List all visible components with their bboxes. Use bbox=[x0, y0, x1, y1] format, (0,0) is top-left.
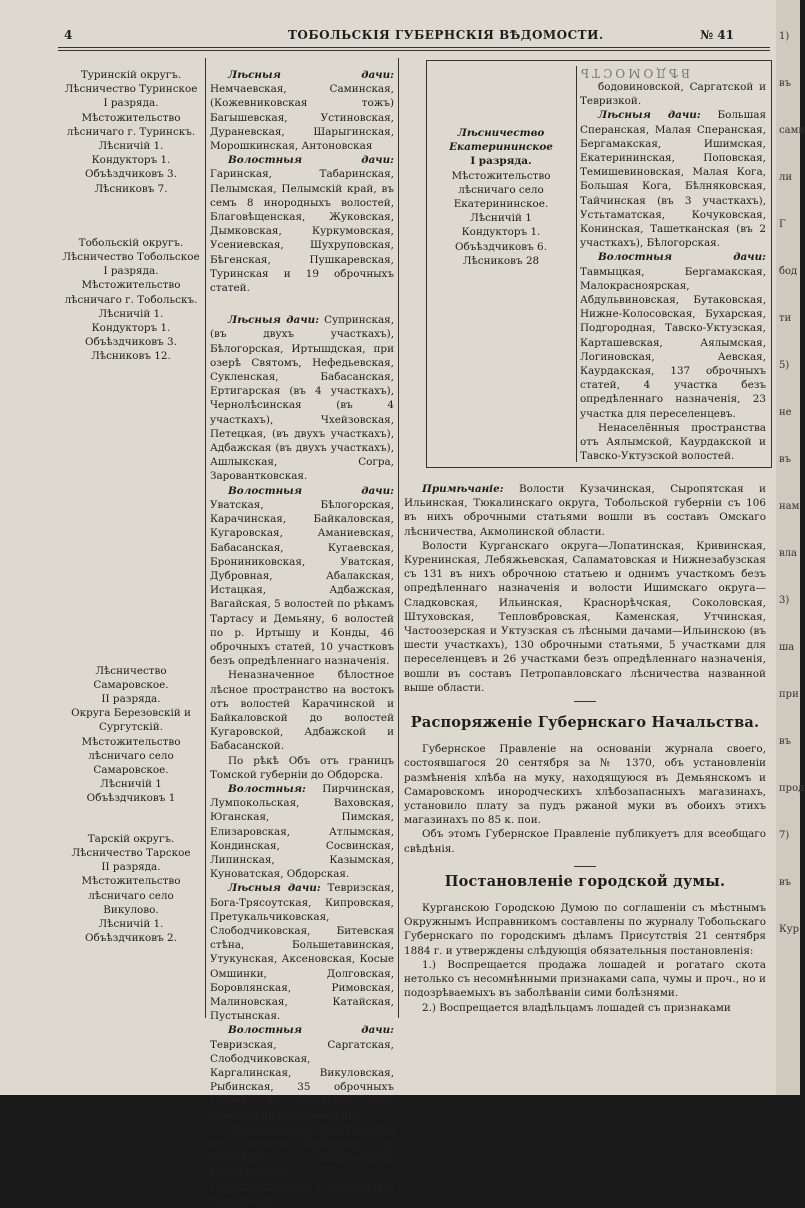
dacha-text: Тевризская, Саргатская, Слободчиковская, Каргалинская, Викуловская, Рыбинская, 35 оброчныхъ статей, 11 участковъ безъ опредѣленнаго назначенія. bbox=[210, 1038, 394, 1122]
ekaterininsk-dachas bbox=[580, 80, 766, 463]
governor-paragraph-2: Объ этомъ Губернское Правленіе публикуетъ для всеобщаго свѣдѣнія. bbox=[404, 828, 766, 855]
page-header bbox=[58, 28, 738, 46]
edge-fragment: не bbox=[779, 407, 792, 418]
section-divider bbox=[574, 701, 596, 702]
forestry-line: Объѣздчиковъ 3. bbox=[85, 336, 177, 349]
box-line: Мѣстожительство лѣсничаго село Екатерининское. bbox=[451, 169, 551, 211]
column-divider-1 bbox=[205, 58, 206, 1018]
box-paragraph bbox=[580, 421, 766, 464]
box-text: Ненаселённыя пространства отъ Аялымской, Каурдакской и Тавско-Уктузской волостей. bbox=[580, 421, 766, 463]
forestry-line: Мѣстожительство лѣсничаго г. Туринскъ. bbox=[66, 111, 196, 138]
dacha-lead: Лѣсныя дачи: bbox=[228, 882, 321, 895]
box-line: Лѣсниковъ 28 bbox=[462, 254, 540, 267]
edge-fragment: ша bbox=[779, 642, 795, 653]
header-rule bbox=[58, 47, 770, 48]
duma-paragraph-1: Курганскою Городскою Думою по соглашеніи съ мѣстнымъ Окружнымъ Исправникомъ составлены по журналу Тобольскаго Губернскаго по городскимъ дѣламъ Присутствія 21 сентября 1884 г. и утверждены слѣдующія обязательныя постановленія: bbox=[404, 902, 766, 957]
box-line: Лѣсничество Екатерининское bbox=[449, 127, 553, 154]
dacha-paragraph bbox=[210, 1123, 394, 1208]
box-line: Кондукторъ 1. bbox=[461, 226, 541, 239]
forestry-line: II разряда. bbox=[101, 861, 161, 874]
edge-fragment: ли bbox=[779, 172, 793, 183]
forestry-line: Объѣздчиковъ 1 bbox=[86, 792, 176, 805]
box-line: Объѣздчиковъ 6. bbox=[455, 240, 547, 253]
dacha-paragraph bbox=[210, 484, 394, 669]
edge-fragment: прод bbox=[779, 783, 805, 794]
box-text: бодовиновской, Саргатской и Тевризкой. bbox=[580, 81, 766, 108]
box-lead: Волостныя дачи: bbox=[598, 251, 766, 264]
issue-number: № 41 bbox=[700, 28, 734, 42]
edge-fragment: Кур bbox=[779, 924, 800, 935]
box-paragraph bbox=[580, 250, 766, 420]
dacha-lead: Волостныя дачи: bbox=[228, 1024, 394, 1037]
note-paragraph-1: Примѣчаніе: Волости Кузачинская, Сыропятская и Ильинская, Тюкалинскаго округа, Тобольской губерніи съ 106 въ нихъ оброчными статьями вошли въ составъ Омскаго лѣсничества, Акмолинской области. bbox=[404, 483, 766, 538]
forestry-block bbox=[62, 832, 200, 946]
forestry-line: Объѣздчиковъ 2. bbox=[85, 932, 177, 945]
next-page-edge bbox=[776, 0, 805, 1095]
dacha-paragraph bbox=[210, 68, 394, 153]
section-divider-2 bbox=[574, 866, 596, 867]
edge-fragment: въ bbox=[779, 877, 791, 888]
dacha-text: Супринская, (въ двухъ участкахъ), Бѣлогорская, Иртышдская, при озерѣ Святомъ, Нефедьевская, Сукленская, Бабасанская, Ертигарская (въ 4 участкахъ), Чернолѣсинская (въ 4 участкахъ), Чхейзовская, Петецкая, (въ двухъ участкахъ), Адбажская (въ двухъ участкахъ), Ашлыкская, Согра, Заровантковская. bbox=[210, 314, 394, 483]
edge-fragment: нам bbox=[779, 501, 800, 512]
dacha-paragraph bbox=[210, 313, 394, 483]
forestry-block bbox=[62, 236, 200, 364]
dacha-text: По рѣкѣ Объ отъ границъ Томской губерніи до Обдорска. bbox=[210, 754, 394, 781]
forestry-line: Лѣсничество Туринское bbox=[64, 83, 198, 96]
bleed-through-stamp: ВѢДОМОСТЬ bbox=[578, 66, 690, 81]
note-section bbox=[404, 482, 766, 695]
forestry-district-column bbox=[62, 68, 200, 971]
forestry-line: Лѣсничество Тарское bbox=[71, 846, 191, 859]
forestry-line: Лѣсничій 1. bbox=[98, 307, 164, 320]
dacha-text: Неназначенное пространство отъ волости Рыбинской къ волостямъ Викуловской, Каргалинской, Слободчиковской, Саргатской и Тевризской. bbox=[210, 1123, 394, 1207]
dacha-lead: Волостныя: bbox=[228, 782, 306, 795]
dacha-lead: Волостныя дачи: bbox=[228, 484, 394, 497]
forestry-line: Лѣсничество Самаровское. bbox=[93, 664, 169, 691]
dacha-paragraph bbox=[210, 153, 394, 295]
forestry-line: Кондукторъ 1. bbox=[91, 154, 171, 167]
dacha-paragraph bbox=[210, 881, 394, 1023]
edge-fragment: въ bbox=[779, 454, 791, 465]
forestry-block bbox=[62, 68, 200, 196]
dacha-paragraph bbox=[210, 754, 394, 782]
box-text: Большая Сперанская, Малая Сперанская, Бергамакская, Ишимская, Екатерининская, Поповская, Темишевиновская, Малая Кога, Большая Кога, Бѣлняковская, Тайчинская (въ 3 участкахъ), Устьтаматская, Кочуковская, Конинская, Ташетканская (въ 2 участкахъ), Бѣлогорская. bbox=[580, 109, 766, 250]
dacha-lead: Волостныя дачи: bbox=[228, 154, 394, 167]
forestry-line: Туринскій округъ. bbox=[80, 69, 182, 81]
box-lead: Лѣсныя дачи: bbox=[598, 109, 701, 122]
edge-fragment: бод bbox=[779, 266, 798, 277]
forestry-line: Округа Березовскій и Сургутскій. Мѣстожительство лѣсничаго село Самаровское. bbox=[71, 707, 191, 777]
duma-paragraph-3: 2.) Воспрещается владѣльцамъ лошадей съ признаками bbox=[422, 1001, 731, 1014]
box-text: Тавмыцкая, Бергамакская, Малокрасноярская, Абдульвиновская, Бутаковская, Нижне-Колосовская, Бухарская, Подгородная, Тавско-Уктузская, Карташевская, Аялымская, Логиновская, Аевская, Каурдакская, 137 оброчныхъ статей, 4 участка безъ опредѣленнаго назначенія, 23 участка для переселенцевъ. bbox=[580, 265, 766, 420]
header-rule-2 bbox=[58, 50, 770, 51]
dacha-text: Гаринская, Табаринская, Пелымская, Пелымскій край, въ семъ 8 инородныхъ волостей, Благовѣщенская, Жуковская, Дымковская, Куркумовская, Усениевская, Шухруповская, Бѣгенская, Пушкаревская, Туринская и 19 оброчныхъ статей. bbox=[210, 168, 394, 295]
dacha-text: Пирчинская, Лумпокольская, Ваховская, Юганская, Пимская, Елизаровская, Атлымская, Кондинская, Сосвинская, Липинская, Казымская, Куноватская, Обдорская. bbox=[210, 782, 394, 881]
dacha-paragraph bbox=[210, 1023, 394, 1122]
dacha-text: Тевризская, Бога-Трясоутская, Кипровская, Претукальчиковская, Слободчиковская, Битевская стѣна, Большетавинская, Утукунская, Аксеновская, Косые Омшинки, Долговская, Боровлянская, Римовская, Малиновская, Катайская, Пустынская. bbox=[210, 882, 394, 1023]
dacha-paragraph bbox=[210, 668, 394, 753]
forestry-line: II разряда. bbox=[101, 693, 161, 706]
dacha-text: Уватская, Бѣлогорская, Карачинская, Байкаловская, Кугаровская, Аманиевская, Бабасанская, Кугаевская, Брониниковская, Уватская, Дубровная, Абалакская, Истацкая, Адбажская, Вагайская, 5 волостей по рѣкамъ Тартасу и Демьяну, 6 волостей по р. Иртышу и Конды, 46 оброчныхъ статей, 10 участковъ безъ опредѣленнаго назначенія. bbox=[210, 498, 394, 668]
duma-paragraph-2: 1.) Воспрещается продажа лошадей и рогатаго скота нетолько съ несомнѣнными признаками сапа, чумы и проч., но и подозрѣваемыхъ въ заболѣваніи сими болѣзнями. bbox=[404, 958, 766, 1000]
edge-fragment: ти bbox=[779, 313, 792, 324]
dacha-paragraph bbox=[210, 782, 394, 881]
note-paragraph-2: Волости Курганскаго округа—Лопатинская, Кривинская, Куренинская, Лебяжьевская, Саламатовская и Нижнезабузская съ 131 въ нихъ оброчною статьею и однимъ участкомъ безъ опредѣленнаго назначенія и волости Ишимскаго округа—Сладковская, Ильинская, Краснорѣчская, Соколовская, Штуховская, Тепловбровская, Каменская, Утчинская, Частоозерская и Уктузская съ лѣсными дачами—Ильинскою (въ шести участкахъ), 130 оброчными статьями, 5 участками для переселенцевъ и 26 участками безъ опредѣленнаго назначенія, вошли въ составъ Петропавловскаго лѣсничества названной выше области. bbox=[404, 539, 766, 694]
ekaterininsk-forestry bbox=[430, 126, 572, 268]
edge-fragment: 3) bbox=[779, 595, 790, 606]
lower-right-text bbox=[404, 482, 766, 1015]
dacha-text: Немчаевская, Саминская, (Кожевниковская тожъ) Багышевская, Устиновская, Дураневская, Шарыгинская, Морошкинская, Антоновская bbox=[210, 83, 394, 153]
newspaper-title: ТОБОЛЬСКІЯ ГУБЕРНСКІЯ ВѢДОМОСТИ. bbox=[288, 28, 604, 42]
forestry-line: Лѣсниковъ 7. bbox=[94, 182, 168, 195]
edge-fragment: въ bbox=[779, 78, 791, 89]
forestry-block bbox=[62, 664, 200, 806]
box-line: I разряда. bbox=[470, 155, 532, 168]
edge-fragment: 5) bbox=[779, 360, 790, 371]
forestry-line: Лѣсничій 1 bbox=[100, 778, 162, 791]
column-divider-2 bbox=[398, 58, 399, 1018]
edge-fragment: вла bbox=[779, 548, 797, 559]
forestry-line: Тобольскій округъ. bbox=[78, 236, 184, 249]
forestry-line: Лѣсничій 1. bbox=[98, 917, 164, 930]
forestry-line: Объѣздчиковъ 3. bbox=[85, 168, 177, 181]
edge-fragment: 1) bbox=[779, 31, 790, 42]
forestry-line: I разряда. bbox=[103, 265, 159, 278]
edge-fragment: въ bbox=[779, 736, 791, 747]
edge-fragment: при bbox=[779, 689, 799, 700]
dacha-text: Неназначенное бѣлостное лѣсное пространство на востокъ отъ волостей Карачинской и Байкаловской до волостей Кугаровской, Адбажской и Бабасанской. bbox=[210, 669, 394, 753]
edge-fragment: сами bbox=[779, 125, 805, 136]
note-lead: Примѣчаніе: bbox=[422, 483, 504, 495]
forestry-line: Кондукторъ 1. bbox=[91, 322, 171, 335]
page-number: 4 bbox=[64, 28, 73, 42]
edge-fragment: 7) bbox=[779, 830, 790, 841]
forest-dachas-column bbox=[210, 68, 394, 1208]
forestry-line: Лѣсничество Тобольское bbox=[62, 251, 200, 264]
forestry-line: Мѣстожительство лѣсничаго село Викулово. bbox=[81, 875, 181, 916]
forestry-line: Тарскій округъ. bbox=[87, 832, 175, 845]
forestry-line: Лѣсничій 1. bbox=[98, 140, 164, 153]
box-paragraph bbox=[580, 80, 766, 108]
box-paragraph bbox=[580, 108, 766, 250]
section-title-governor: Распоряженіе Губернскаго Начальства. bbox=[410, 714, 760, 732]
dacha-lead: Лѣсныя дачи: bbox=[228, 69, 394, 81]
forestry-line: Мѣстожительство лѣсничаго г. Тобольскъ. bbox=[64, 279, 198, 306]
edge-fragment: Г bbox=[779, 219, 786, 230]
box-line: Лѣсничій 1 bbox=[470, 212, 532, 225]
forestry-line: I разряда. bbox=[103, 97, 159, 110]
forestry-line: Лѣсниковъ 12. bbox=[91, 350, 171, 363]
dacha-lead: Лѣсныя дачи: bbox=[228, 314, 320, 327]
section-title-duma: Постановленіе городской думы. bbox=[444, 872, 726, 890]
governor-paragraph-1: Губернское Правленіе на основаніи журнала своего, состоявшагося 20 сентября за № 1370, объ установленіи размѣненія хлѣба на муку, находящуюся въ Демьянскомъ и Самаровскомъ инородческихъ хлѣбозапасныхъ магазинахъ, установило плату за пудъ ржаной муки въ обоихъ этихъ магазинахъ по 85 к. пои. bbox=[404, 743, 766, 827]
